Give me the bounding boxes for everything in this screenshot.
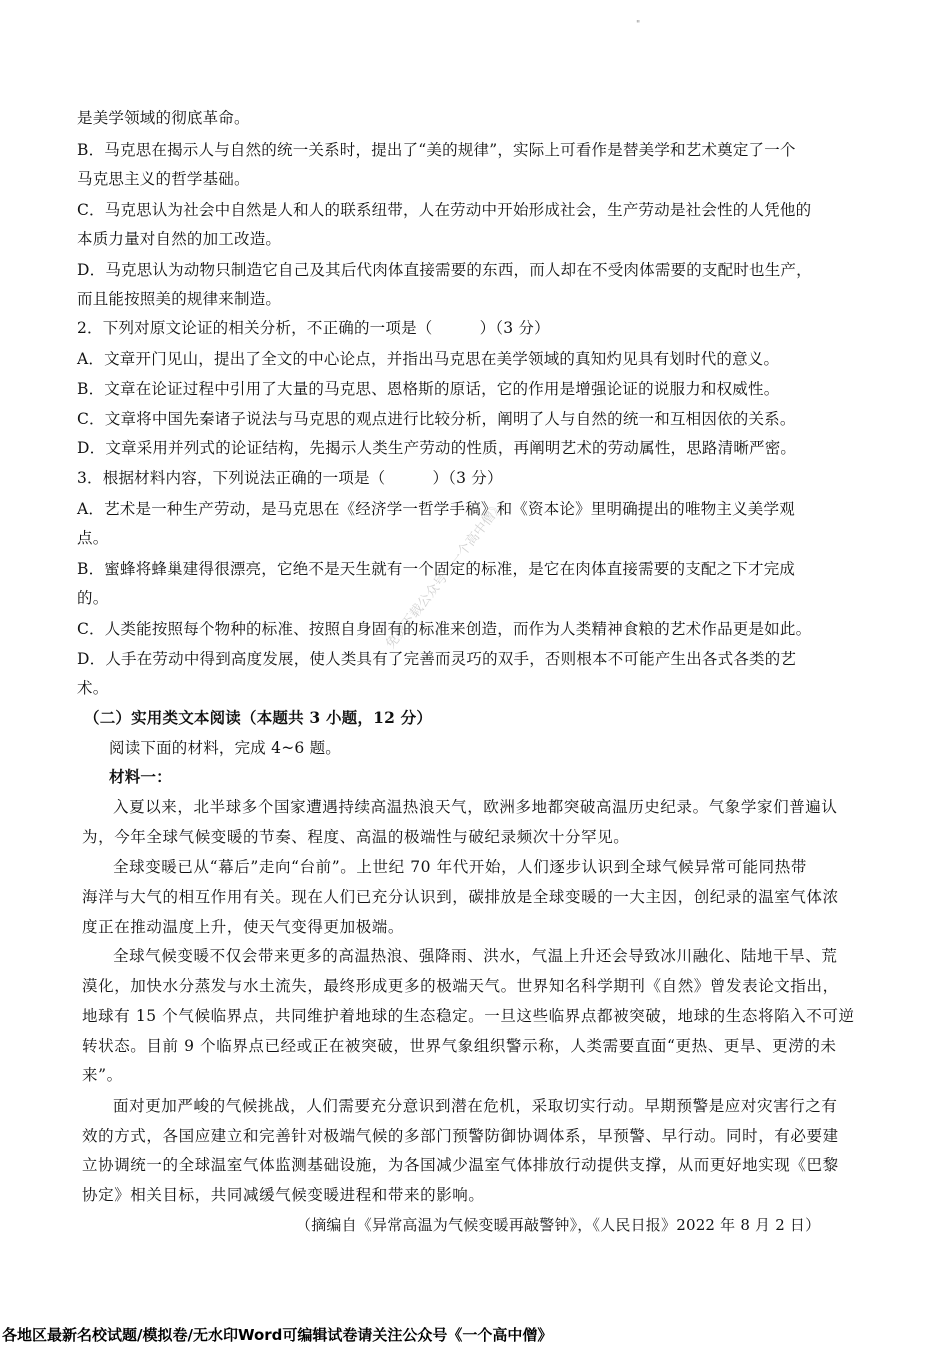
footer-banner: 各地区最新名校试题/模拟卷/无水印Word可编辑试卷请关注公众号《一个高中僧》 [2, 1326, 553, 1344]
q2-stem: 2．下列对原文论证的相关分析，不正确的一项是（ ）（3 分） [77, 319, 550, 337]
m1-p3-line4: 转状态。目前 9 个临界点已经或正在被突破，世界气象组织警示称，人类需要直面“更热、更旱、更涝的未 [82, 1037, 837, 1055]
m1-p1-line2: 为，今年全球气候变暖的节奏、程度、高温的极端性与破纪录频次十分罕见。 [82, 828, 630, 846]
m1-p3-line3: 地球有 15 个气候临界点，共同维护着地球的生态稳定。一旦这些临界点都被突破，地球的生态将陷入不可逆 [82, 1007, 855, 1025]
material-label: 材料一： [109, 767, 172, 786]
section-heading: （二）实用类文本阅读（本题共 3 小题，12 分） [84, 708, 433, 727]
m1-p4-line4: 协定》相关目标，共同减缓气候变暖进程和带来的影响。 [82, 1186, 485, 1204]
q2-option-b: B．文章在论证过程中引用了大量的马克思、恩格斯的原话，它的作用是增强论证的说服力和权威性。 [77, 380, 780, 398]
section-instruction: 阅读下面的材料，完成 4~6 题。 [109, 739, 341, 757]
q2-option-c: C．文章将中国先秦诸子说法与马克思的观点进行比较分析，阐明了人与自然的统一和互相因依的关系。 [77, 410, 796, 428]
q3-option-b-line1: B．蜜蜂将蜂巢建得很漂亮，它绝不是天生就有一个固定的标准，是它在肉体直接需要的支配之下才完成 [77, 560, 796, 578]
watermark-text: 免费下载公众号《一个高中僧》 [383, 499, 508, 652]
q2-option-d: D．文章采用并列式的论证结构，先揭示人类生产劳动的性质，再阐明艺术的劳动属性，思路清晰严密。 [77, 439, 797, 457]
q3-option-b-line2: 的。 [77, 589, 109, 607]
m1-p2-line3: 度正在推动温度上升，使天气变得更加极端。 [82, 918, 405, 936]
q1-option-c-line2: 本质力量对自然的加工改造。 [77, 230, 282, 248]
q3-option-a-line2: 点。 [77, 529, 109, 547]
top-mark: " [636, 20, 641, 30]
m1-p4-line3: 立协调统一的全球温室气体监测基础设施，为各国减少温室气体排放行动提供支撑，从而更好地实现《巴黎 [82, 1156, 839, 1174]
q1-option-c-line1: C．马克思认为社会中自然是人和人的联系纽带，人在劳动中开始形成社会，生产劳动是社会性的人凭他的 [77, 201, 812, 219]
q3-option-d-line2: 术。 [77, 679, 109, 697]
q3-stem: 3．根据材料内容，下列说法正确的一项是（ ）（3 分） [77, 469, 503, 487]
material-source: （摘编自《异常高温为气候变暖再敲警钟》，《人民日报》2022 年 8 月 2 日） [296, 1216, 821, 1234]
m1-p2-line2: 海洋与大气的相互作用有关。现在人们已充分认识到，碳排放是全球变暖的一大主因，创纪录的温室气体浓 [82, 888, 839, 906]
m1-p2-line1: 全球变暖已从“幕后”走向“台前”。上世纪 70 年代开始，人们逐步认识到全球气候异常可能同热带 [113, 858, 807, 876]
q3-option-c: C．人类能按照每个物种的标准、按照自身固有的标准来创造，而作为人类精神食粮的艺术作品更是如此。 [77, 620, 812, 638]
m1-p3-line5: 来”。 [82, 1066, 123, 1084]
q1-option-d-line2: 而且能按照美的规律来制造。 [77, 290, 282, 308]
q3-option-a-line1: A．艺术是一种生产劳动，是马克思在《经济学一哲学手稿》和《资本论》里明确提出的唯物主义美学观 [77, 500, 795, 518]
q2-option-a: A．文章开门见山，提出了全文的中心论点，并指出马克思在美学领域的真知灼见具有划时代的意义。 [77, 350, 780, 368]
m1-p3-line2: 漠化，加快水分蒸发与水土流失，最终形成更多的极端天气。世界知名科学期刊《自然》曾发表论文指出， [82, 977, 839, 995]
m1-p4-line2: 效的方式，各国应建立和完善针对极端气候的多部门预警防御协调体系，早预警、早行动。同时，有必要建 [82, 1127, 839, 1145]
q1-tail: 是美学领域的彻底革命。 [77, 109, 250, 127]
m1-p3-line1: 全球气候变暖不仅会带来更多的高温热浪、强降雨、洪水，气温上升还会导致冰川融化、陆地干旱、荒 [113, 947, 838, 965]
q1-option-b-line1: B．马克思在揭示人与自然的统一关系时，提出了“美的规律”，实际上可看作是替美学和艺术奠定了一个 [77, 141, 796, 159]
m1-p4-line1: 面对更加严峻的气候挑战，人们需要充分意识到潜在危机，采取切实行动。早期预警是应对灾害行之有 [113, 1097, 838, 1115]
q3-option-d-line1: D．人手在劳动中得到高度发展，使人类具有了完善而灵巧的双手，否则根本不可能产生出各式各类的艺 [77, 650, 797, 668]
m1-p1-line1: 入夏以来，北半球多个国家遭遇持续高温热浪天气，欧洲多地都突破高温历史纪录。气象学家们普遍认 [113, 798, 838, 816]
q1-option-b-line2: 马克思主义的哲学基础。 [77, 170, 250, 188]
q1-option-d-line1: D．马克思认为动物只制造它自己及其后代肉体直接需要的东西，而人却在不受肉体需要的支配时也生产， [77, 261, 812, 279]
